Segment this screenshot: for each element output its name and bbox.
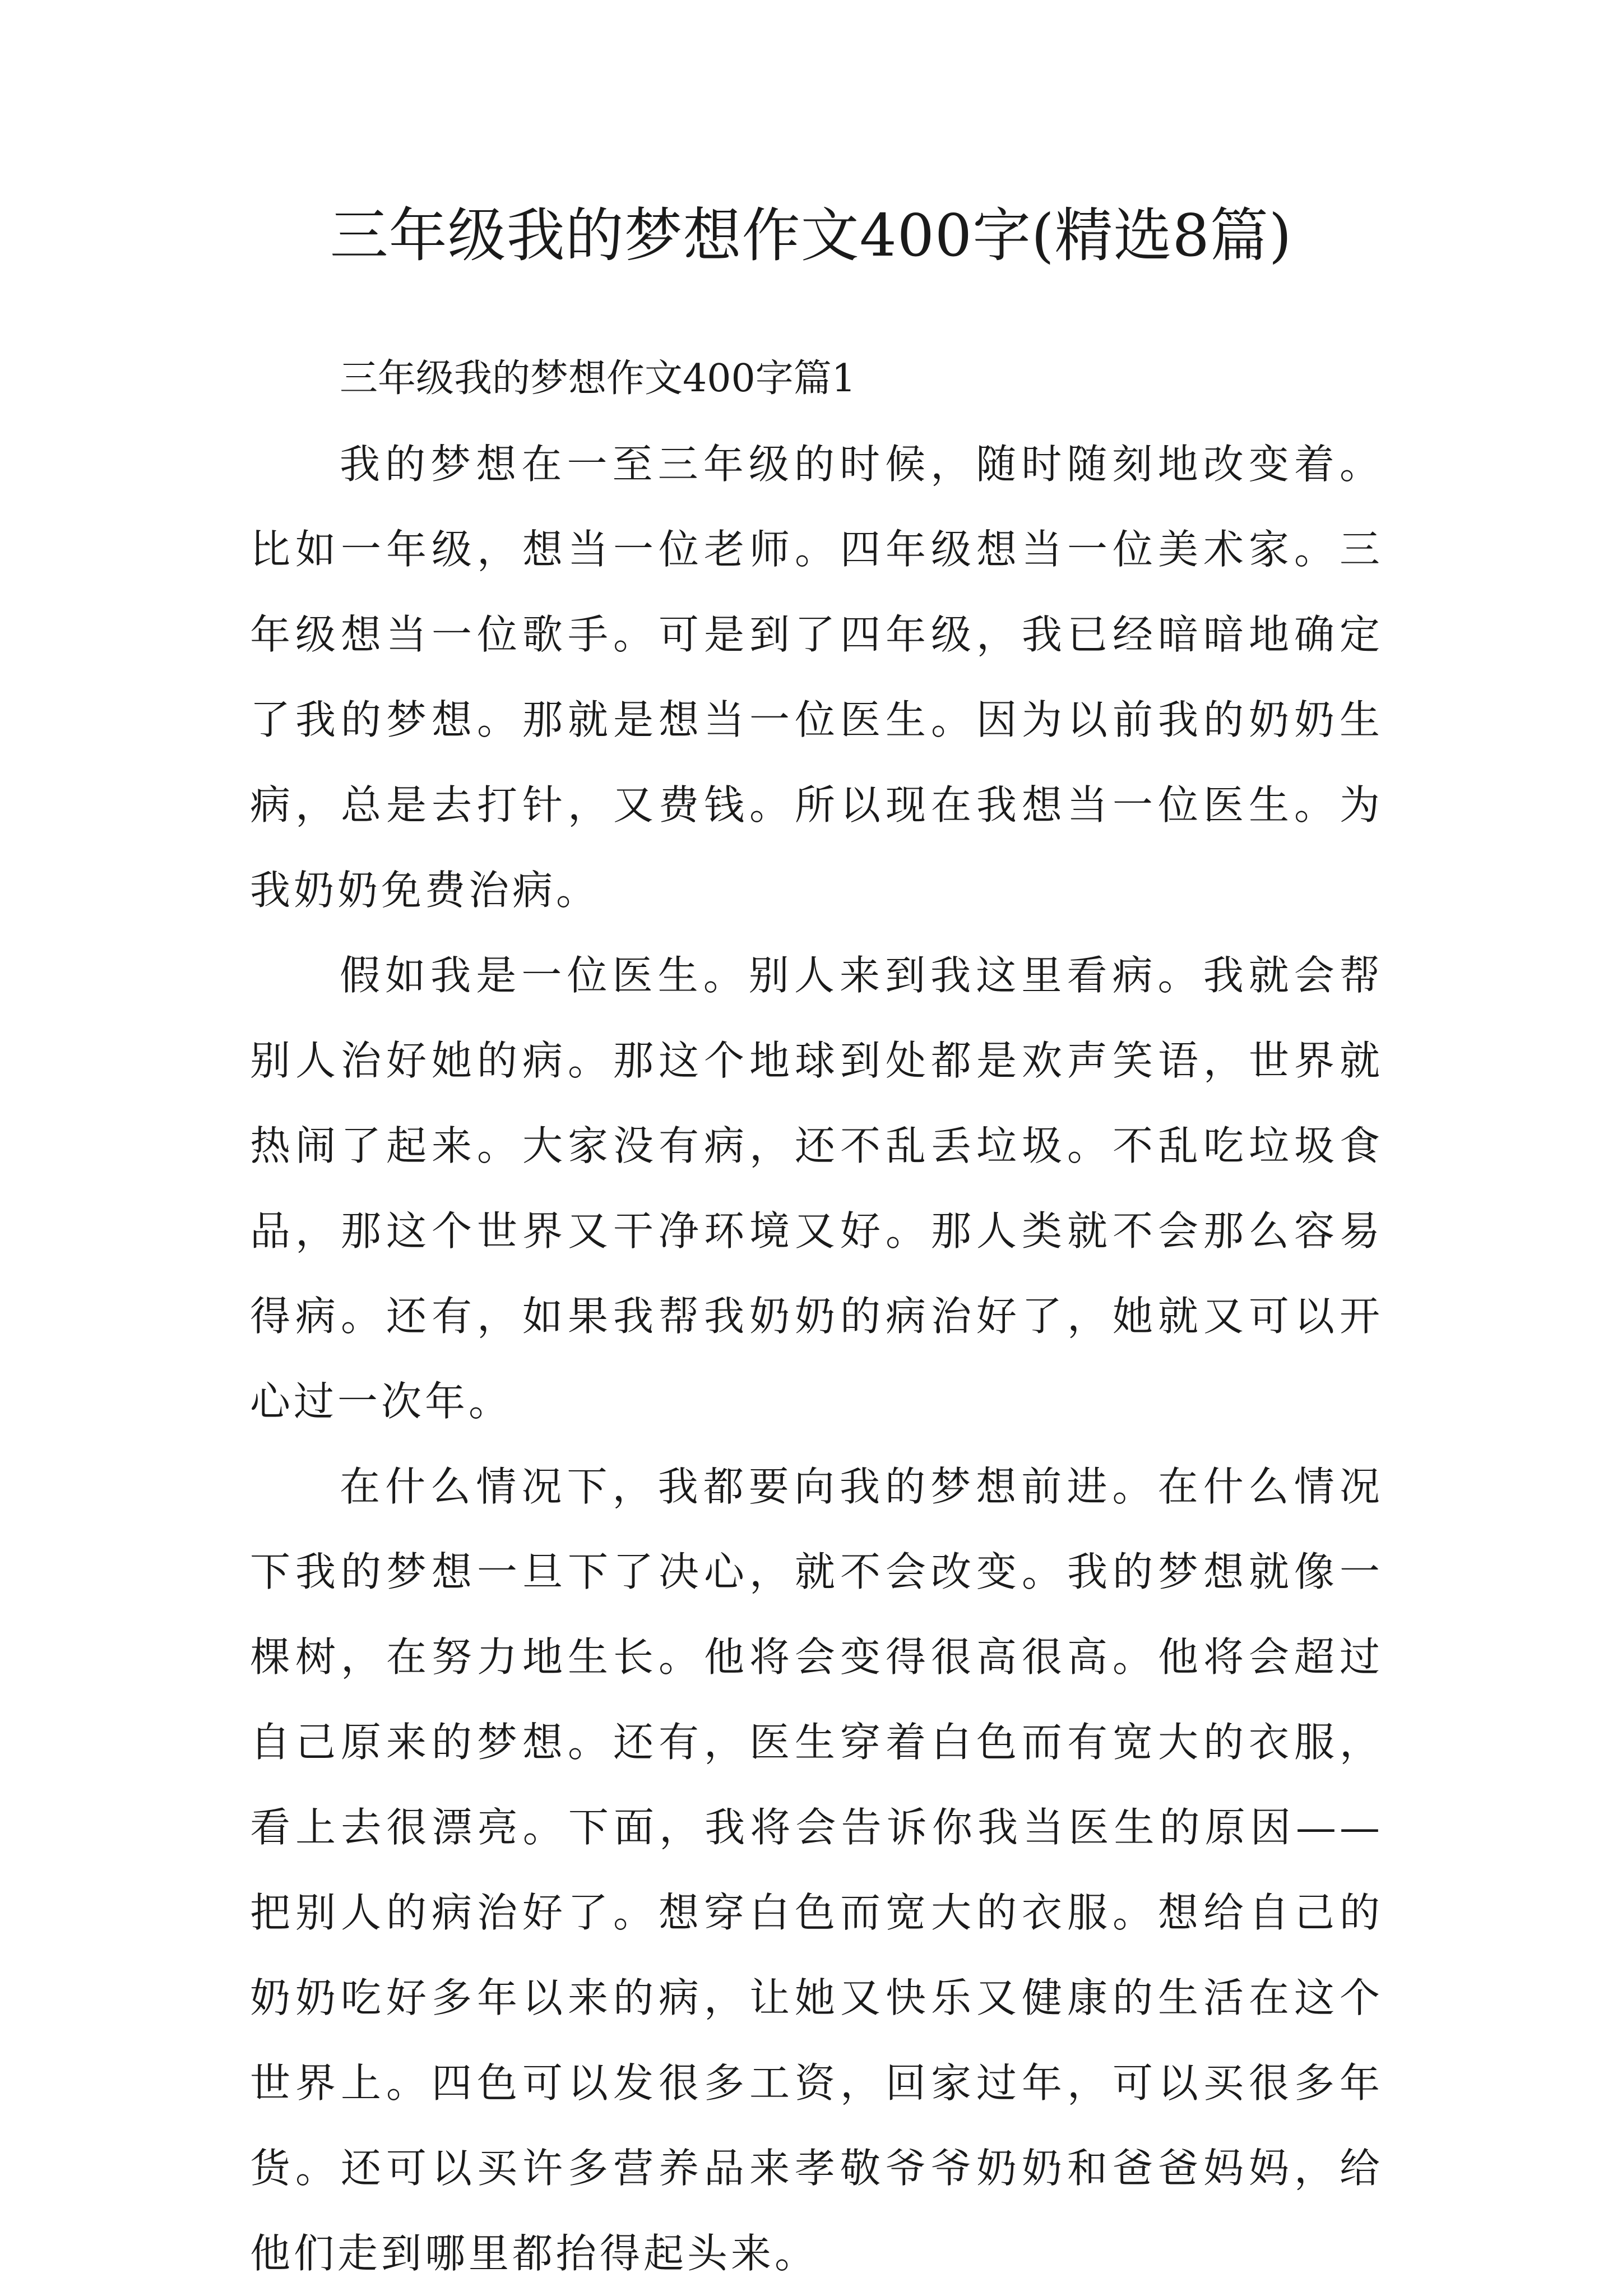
document-body [250,336,1383,2296]
document-title: 三年级我的梦想作文400字(精选8篇) [330,201,1292,270]
paragraph-2: 假如我是一位医生。别人来到我这里看病。我就会帮别人治好她的病。那这个地球到处都是欢声笑语，世界就热闹了起来。大家没有病，还不乱丢垃圾。不乱吃垃圾食品，那这个世界又干净环境又好。那人类就不会那么容易得病。还有，如果我帮我奶奶的病治好了，她就又可以开心过一次年。 [250,952,1383,1425]
paragraph-3: 在什么情况下，我都要向我的梦想前进。在什么情况下我的梦想一旦下了决心，就不会改变。我的梦想就像一棵树，在努力地生长。他将会变得很高很高。他将会超过自己原来的梦想。还有，医生穿着白色而有宽大的衣服，看上去很漂亮。下面，我将会告诉你我当医生的原因——把别人的病治好了。想穿白色而宽大的衣服。想给自己的奶奶吃好多年以来的病，让她又快乐又健康的生活在这个世界上。四色可以发很多工资，回家过年，可以买很多年货。还可以买许多营养品来孝敬爷爷奶奶和爸爸妈妈，给他们走到哪里都抬得起头来。 [250,1463,1383,2277]
section-heading: 三年级我的梦想作文400字篇1 [340,357,856,401]
paragraph-1: 我的梦想在一至三年级的时候，随时随刻地改变着。比如一年级，想当一位老师。四年级想当一位美术家。三年级想当一位歌手。可是到了四年级，我已经暗暗地确定了我的梦想。那就是想当一位医生。因为以前我的奶奶生病，总是去打针，又费钱。所以现在我想当一位医生。为我奶奶免费治病。 [250,441,1383,914]
